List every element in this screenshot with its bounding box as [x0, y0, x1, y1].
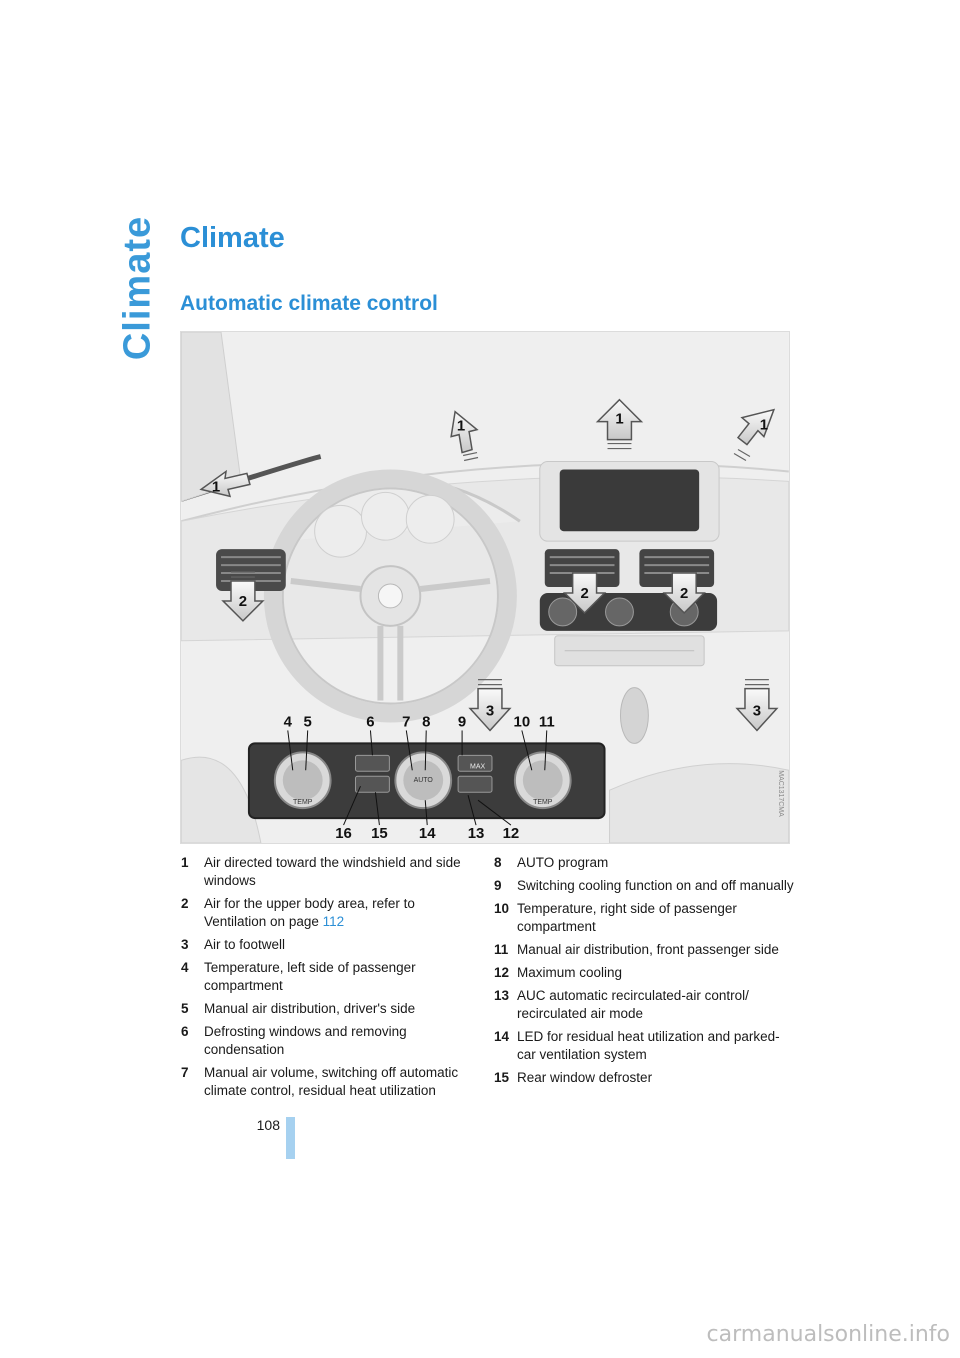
- legend-item: 10 Temperature, right side of passenger compartment: [494, 901, 737, 934]
- legend-item: 5 Manual air distribution, driver's side: [181, 1001, 416, 1016]
- callout-11: 11: [538, 713, 555, 731]
- callout-2c: 2: [680, 584, 689, 602]
- callout-4: 4: [283, 713, 292, 731]
- section-title: Automatic climate control: [180, 292, 438, 315]
- watermark: carmanualsonline.info: [706, 1322, 950, 1347]
- legend-item: 13 AUC automatic recirculated-air control/ recirculated air mode: [494, 988, 749, 1021]
- legend-column-right: [494, 854, 794, 1092]
- legend-item: 14 LED for residual heat utilization and parked-car ventilation system: [494, 1029, 780, 1062]
- temp-label-left: TEMP: [293, 799, 313, 807]
- callout-2a: 2: [238, 592, 248, 610]
- legend-item: 2 Air for the upper body area, refer to Ventilation on page 112: [181, 896, 415, 929]
- legend-item: 11 Manual air distribution, front passenger side: [494, 942, 779, 957]
- page-number-bar: [286, 1117, 295, 1159]
- legend-item: 1 Air directed toward the windshield and side windows: [181, 855, 461, 888]
- page-number: 108: [256, 1117, 280, 1133]
- legend-item: 3 Air to footwell: [181, 937, 286, 952]
- legend-item: 7 Manual air volume, switching off automatic climate control, residual heat utilization: [181, 1065, 459, 1098]
- max-label: MAX: [470, 763, 486, 771]
- callout-10: 10: [513, 713, 531, 731]
- legend-item: 8 AUTO program: [494, 855, 609, 870]
- legend-item: 12 Maximum cooling: [494, 965, 623, 980]
- callout-1c: 1: [759, 416, 769, 434]
- callout-15: 15: [371, 825, 388, 843]
- callout-2b: 2: [580, 584, 589, 602]
- callout-3b: 3: [752, 702, 762, 720]
- legend-item: 9 Switching cooling function on and off manually: [494, 878, 794, 893]
- legend-item: 6 Defrosting windows and removing condensation: [181, 1024, 407, 1057]
- side-tab: [116, 215, 159, 361]
- legend-item: 15 Rear window defroster: [494, 1070, 653, 1085]
- callout-13: 13: [467, 825, 485, 843]
- side-tab-label: Climate: [116, 215, 159, 361]
- callout-7: 7: [402, 713, 411, 731]
- callout-6: 6: [366, 713, 375, 731]
- callout-5: 5: [303, 713, 312, 731]
- page-link[interactable]: 112: [322, 914, 345, 929]
- callout-16: 16: [335, 825, 352, 843]
- callout-8: 8: [422, 713, 431, 731]
- callout-1a: 1: [456, 417, 466, 435]
- temp-label-right: TEMP: [533, 799, 553, 807]
- callout-14: 14: [418, 825, 436, 843]
- callout-1b: 1: [615, 410, 624, 428]
- page-title: Climate: [180, 222, 285, 254]
- callout-9: 9: [457, 713, 467, 731]
- legend-item: 4 Temperature, left side of passenger compartment: [181, 960, 416, 993]
- auto-label: AUTO: [413, 777, 433, 785]
- dashboard-drawing: [181, 332, 789, 843]
- image-code: MAC1317CMA: [776, 770, 784, 817]
- callout-3a: 3: [485, 702, 495, 720]
- callout-12: 12: [502, 825, 520, 843]
- callout-1d: 1: [211, 478, 221, 496]
- legend-column-left: [181, 854, 476, 1105]
- climate-illustration: [180, 331, 790, 844]
